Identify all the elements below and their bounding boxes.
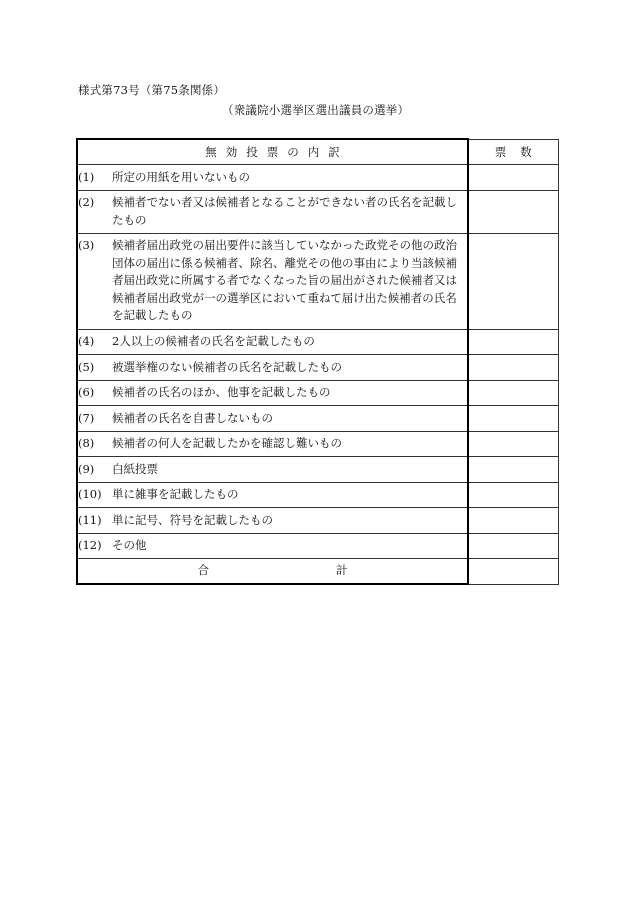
total-count-cell[interactable] — [468, 559, 558, 585]
total-label-cell — [77, 559, 468, 585]
table-row — [77, 165, 558, 191]
row-number: (10) — [78, 487, 102, 501]
row-description — [77, 533, 468, 559]
vote-count-cell[interactable] — [468, 190, 558, 233]
row-text: 単に記号、符号を記載したもの — [112, 512, 273, 527]
row-description — [77, 233, 468, 329]
vote-count-cell[interactable] — [468, 533, 558, 559]
vote-count-cell[interactable] — [468, 482, 558, 508]
column-header-breakdown — [77, 139, 468, 165]
row-number: (2) — [78, 195, 95, 209]
column-header-breakdown-label: 無効投票の内訳 — [205, 145, 349, 159]
row-description — [77, 190, 468, 233]
row-description — [77, 457, 468, 483]
table-row — [77, 533, 558, 559]
table-row — [77, 482, 558, 508]
row-text: その他 — [112, 538, 147, 552]
vote-count-cell[interactable] — [468, 355, 558, 381]
table-row — [77, 406, 558, 432]
table-row — [77, 508, 558, 534]
row-text: 所定の用紙を用いないもの — [112, 169, 250, 184]
row-text: 候補者でない者又は候補者となることができない者の氏名を記載したもの — [112, 195, 457, 227]
vote-count-cell[interactable] — [468, 457, 558, 483]
table-row — [77, 431, 558, 457]
vote-count-cell[interactable] — [468, 233, 558, 329]
total-label-left: 合 — [197, 563, 209, 578]
row-description — [77, 165, 468, 191]
row-text: 候補者届出政党の届出要件に該当していなかった政党その他の政治団体の届出に係る候補者、除名、離党その他の事由により当該候補者届出政党に所属する者でなくなった旨の届出がされた候補者又は候補者届出政党が一の選挙区において重ねて届け出た候補者の氏名を記載したもの — [112, 238, 457, 323]
vote-count-cell[interactable] — [468, 329, 558, 355]
row-number: (6) — [78, 385, 95, 399]
form-subtitle: （衆議院小選挙区選出議員の選挙） — [222, 103, 410, 117]
form-number: 様式第73号（第75条関係） — [78, 83, 226, 97]
row-number: (9) — [78, 461, 95, 476]
row-number: (7) — [78, 410, 95, 425]
invalid-votes-table — [76, 138, 559, 585]
row-number: (12) — [78, 538, 102, 552]
vote-count-cell[interactable] — [468, 431, 558, 457]
row-number: (8) — [78, 436, 95, 450]
table-row — [77, 329, 558, 355]
vote-count-cell[interactable] — [468, 508, 558, 534]
row-description — [77, 380, 468, 406]
vote-count-cell[interactable] — [468, 406, 558, 432]
row-description — [77, 406, 468, 432]
table-row — [77, 355, 558, 381]
table-row — [77, 190, 558, 233]
row-text: 候補者の氏名を自書しないもの — [112, 410, 273, 425]
row-description — [77, 329, 468, 355]
row-text: 被選挙権のない候補者の氏名を記載したもの — [112, 359, 342, 374]
table-row — [77, 380, 558, 406]
row-number: (4) — [78, 334, 95, 348]
row-number: (11) — [78, 512, 102, 527]
column-header-vote-count — [468, 139, 558, 165]
row-text: 候補者の何人を記載したかを確認し難いもの — [112, 436, 342, 450]
total-label-right: 計 — [336, 563, 348, 578]
vote-count-cell[interactable] — [468, 165, 558, 191]
row-description — [77, 508, 468, 534]
table-row — [77, 457, 558, 483]
row-number: (5) — [78, 359, 95, 374]
row-text: 白紙投票 — [112, 461, 158, 476]
row-number: (1) — [78, 169, 95, 184]
column-header-vote-count-label: 票数 — [494, 144, 546, 159]
row-text: 単に雑事を記載したもの — [112, 487, 239, 501]
table-row — [77, 233, 558, 329]
row-number: (3) — [78, 238, 95, 253]
row-text: 候補者の氏名のほか、他事を記載したもの — [112, 385, 331, 399]
total-row — [77, 559, 558, 585]
row-description — [77, 355, 468, 381]
row-description — [77, 431, 468, 457]
row-description — [77, 482, 468, 508]
row-text: 2人以上の候補者の氏名を記載したもの — [112, 334, 315, 348]
vote-count-cell[interactable] — [468, 380, 558, 406]
